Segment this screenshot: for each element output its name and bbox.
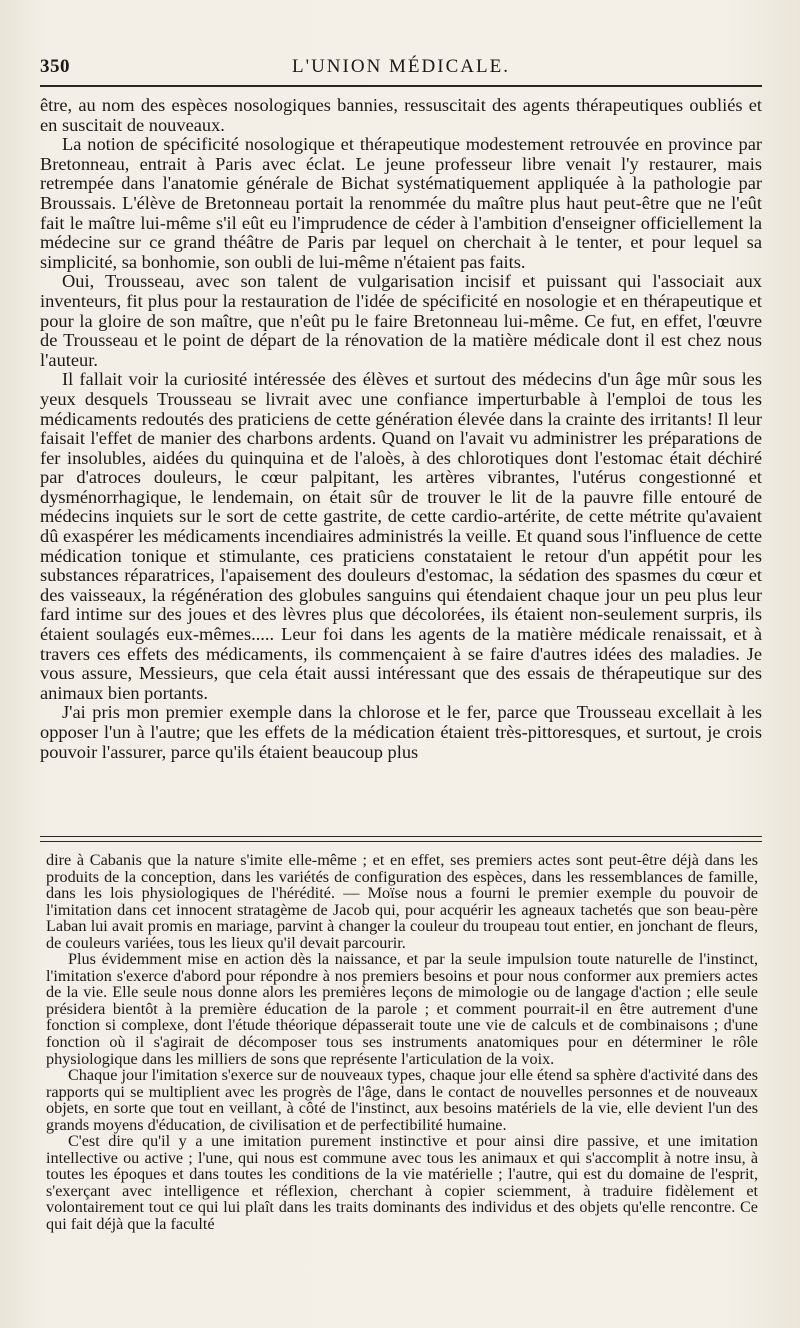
page-number: 350 bbox=[40, 56, 70, 77]
main-paragraph: J'ai pris mon premier exemple dans la chlorose et le fer, parce que Trousseau excellait à les opposer l'un à l'autre; que les effets de la médication étaient très-pittoresques, et surtout, je crois pouvoir l'assurer, parce qu'ils étaient beaucoup plus bbox=[40, 702, 762, 762]
footnote-paragraph: dire à Cabanis que la nature s'imite elle-même ; et en effet, ses premiers actes sont peut-être déjà dans les produits de la conception, dans les variétés de configuration des espèces, dans les ressemblances de famille, dans les lois physiologiques de l'hérédité. — Moïse nous a fourni le premier exemple du pouvoir de l'imitation dans cet innocent stratagème de Jacob qui, pour acquérir les agneaux tachetés que son beau-père Laban lui avait promis en mariage, parvint à changer la couleur du troupeau tout entier, en jonchant de fleurs, de couleurs variées, tous les lieux qu'il devait parcourir. bbox=[46, 851, 758, 952]
page-header bbox=[40, 56, 762, 86]
main-paragraph: Il fallait voir la curiosité intéressée des élèves et surtout des médecins d'un âge mûr sous les yeux desquels Trousseau se livrait avec une confiance imperturbable à l'emploi de tous les médicaments redoutés des praticiens de cette génération élevée dans la crainte des irritants! Il leur faisait l'effet de manier des charbons ardents. Quand on l'avait vu administrer les préparations de fer insolubles, aidées du quinquina et de l'aloès, à des chlorotiques dont l'estomac était déchiré par d'atroces douleurs, le cœur palpitant, les artères vibrantes, l'utérus congestionné et dysménorrhagique, le lendemain, on était sûr de trouver le lit de la pauvre fille entouré de médecins inquiets sur le sort de cette gastrite, de cette cardio-artérite, de cette métrite qu'avaient dû exaspérer les médicaments incendiaires administrés la veille. Et quand sous l'influence de cette médication tonique et stimulante, ces praticiens constataient le retour d'un appétit pour les substances réparatrices, l'apaisement des douleurs d'estomac, la sédation des spasmes du cœur et des vaisseaux, la régénération des globules sanguins qui étendaient chaque jour un peu plus leur fard intime sur des joues et des lèvres plus que décolorées, ils étaient non-seulement surpris, ils étaient soulagés eux-mêmes..... Leur foi dans les agents de la matière médicale renaissait, et à travers ces effets des médicaments, ils commençaient à se faire d'autres idées des maladies. Je vous assure, Messieurs, que cela était aussi intéressant que des essais de thérapeutique sur des animaux bien portants. bbox=[40, 369, 762, 703]
footnote-paragraph: Chaque jour l'imitation s'exerce sur de nouveaux types, chaque jour elle étend sa sphère d'activité dans des rapports qui se multiplient avec les progrès de l'âge, dans le contact de nouvelles personnes et de nouveaux objets, en sorte que tout en veillant, à côté de l'instinct, aux besoins matériels de la vie, elle devient l'un des grands moyens d'éducation, de civilisation et de perfectibilité humaine. bbox=[46, 1066, 758, 1134]
footnotes bbox=[46, 852, 758, 1233]
footnote-rule-thin bbox=[40, 841, 762, 842]
footnote-paragraph: C'est dire qu'il y a une imitation purement instinctive et pour ainsi dire passive, et une imitation intellective ou active ; l'une, qui nous est commune avec tous les animaux et qui s'accomplit à notre insu, à toutes les époques et dans toutes les conditions de la vie matérielle ; l'autre, qui est du domaine de l'esprit, s'exerçant avec intelligence et réflexion, cherchant à copier sciemment, à traduire fidèlement et volontairement tout ce qui lui plaît dans les traits dominants des individus et des objets qu'elle rencontre. Ce qui fait déjà que la faculté bbox=[46, 1132, 758, 1234]
running-title: L'UNION MÉDICALE. bbox=[292, 56, 510, 77]
main-paragraph: La notion de spécificité nosologique et thérapeutique modestement retrouvée en province par Bretonneau, entrait à Paris avec éclat. Le jeune professeur libre venait l'y restaurer, mais retrempée dans l'anatomie générale de Bichat systématiquement appliquée à la pathologie par Broussais. L'élève de Bretonneau portait la renommée du maître plus haut peut-être que ne l'eût fait le maître lui-même s'il eût eu l'imprudence de céder à l'ambition d'enseigner officiellement la médecine sur ce grand théâtre de Paris par lequel on cherchait à le tenter, et pour lequel sa simplicité, sa bonhomie, son oubli de lui-même n'étaient pas faits. bbox=[40, 134, 762, 272]
main-paragraph: Oui, Trousseau, avec son talent de vulgarisation incisif et puissant qui l'associait aux inventeurs, fit plus pour la restauration de l'idée de spécificité en nosologie et en thérapeutique et pour la gloire de son maître, que n'eût pu le faire Bretonneau lui-même. Ce fut, en effet, l'œuvre de Trousseau et le point de départ de la rénovation de la matière médicale dont il est chez nous l'auteur. bbox=[40, 271, 762, 370]
header-rule bbox=[40, 85, 762, 87]
footnote-paragraph: Plus évidemment mise en action dès la naissance, et par la seule impulsion toute naturelle de l'instinct, l'imitation s'exerce d'abord pour répondre à nos premiers besoins et pour nous conformer aux premiers actes de la vie. Elle seule nous donne alors les premières leçons de mimologie ou de langage d'action ; elle seule présidera bientôt à la première éducation de la parole ; et comment pourrait-il en être autrement d'une fonction si complexe, dont l'étude théorique dépasserait toute une vie de calculs et de combinaisons ; d'une fonction où il s'agirait de décomposer tous ses instruments anatomiques pour en déterminer le rôle physiologique dans les milliers de sons que représente l'articulation de la voix. bbox=[46, 950, 758, 1068]
footnote-rule bbox=[40, 836, 762, 837]
main-text bbox=[40, 96, 762, 762]
main-paragraph: être, au nom des espèces nosologiques bannies, ressuscitait des agents thérapeutiques oubliés et en suscitait de nouveaux. bbox=[40, 95, 762, 135]
